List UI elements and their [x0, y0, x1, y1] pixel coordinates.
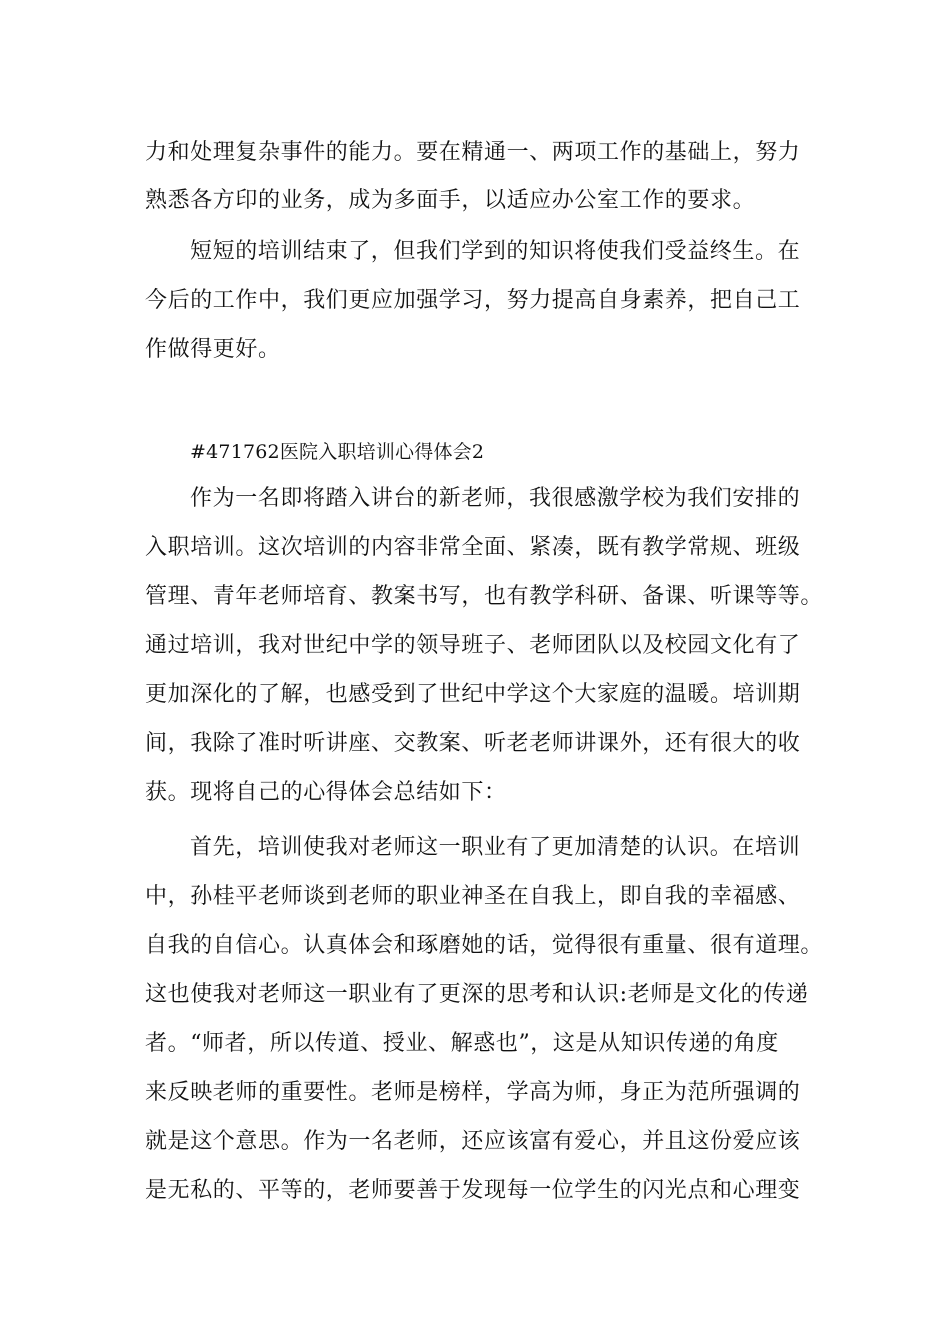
text-line: 熟悉各方印的业务，成为多面手，以适应办公室工作的要求。: [145, 188, 756, 213]
text-line: 自我的自信心。认真体会和琢磨她的话，觉得很有重量、很有道理。: [145, 933, 824, 958]
text-line: 就是这个意思。作为一名老师，还应该富有爱心，并且这份爱应该: [145, 1129, 801, 1154]
text-line: 通过培训，我对世纪中学的领导班子、老师团队以及校园文化有了: [145, 633, 801, 658]
paragraph-first-line: 作为一名即将踏入讲台的新老师，我很感激学校为我们安排的: [190, 486, 801, 511]
text-line: 这也使我对老师这一职业有了更深的思考和认识:老师是文化的传递: [145, 982, 809, 1007]
text-line: 管理、青年老师培育、教案书写，也有教学科研、备课、听课等等。: [145, 584, 824, 609]
text-line: 是无私的、平等的，老师要善于发现每一位学生的闪光点和心理变: [145, 1178, 801, 1203]
paragraph-first-line: 首先，培训使我对老师这一职业有了更加清楚的认识。在培训: [190, 835, 801, 860]
text-line: 获。现将自己的心得体会总结如下：: [145, 780, 507, 805]
text-line: 来反映老师的重要性。老师是榜样，学高为师，身正为范所强调的: [145, 1080, 801, 1105]
section-heading: #471762医院入职培训心得体会2: [190, 441, 485, 463]
text-line: 力和处理复杂事件的能力。要在精通一、两项工作的基础上，努力: [145, 140, 801, 165]
text-line: 中，孙桂平老师谈到老师的职业神圣在自我上，即自我的幸福感、: [145, 884, 801, 909]
text-line: 今后的工作中，我们更应加强学习，努力提高自身素养，把自己工: [145, 288, 801, 313]
text-line: 作做得更好。: [145, 337, 281, 362]
text-line: 更加深化的了解，也感受到了世纪中学这个大家庭的温暖。培训期: [145, 682, 801, 707]
text-line: 间，我除了准时听讲座、交教案、听老老师讲课外，还有很大的收: [145, 731, 801, 756]
paragraph-first-line: 短短的培训结束了，但我们学到的知识将使我们受益终生。在: [190, 239, 801, 264]
text-line: 入职培训。这次培训的内容非常全面、紧凑，既有教学常规、班级: [145, 535, 801, 560]
text-line: 者。“师者，所以传道、授业、解惑也”，这是从知识传递的角度: [145, 1031, 779, 1056]
